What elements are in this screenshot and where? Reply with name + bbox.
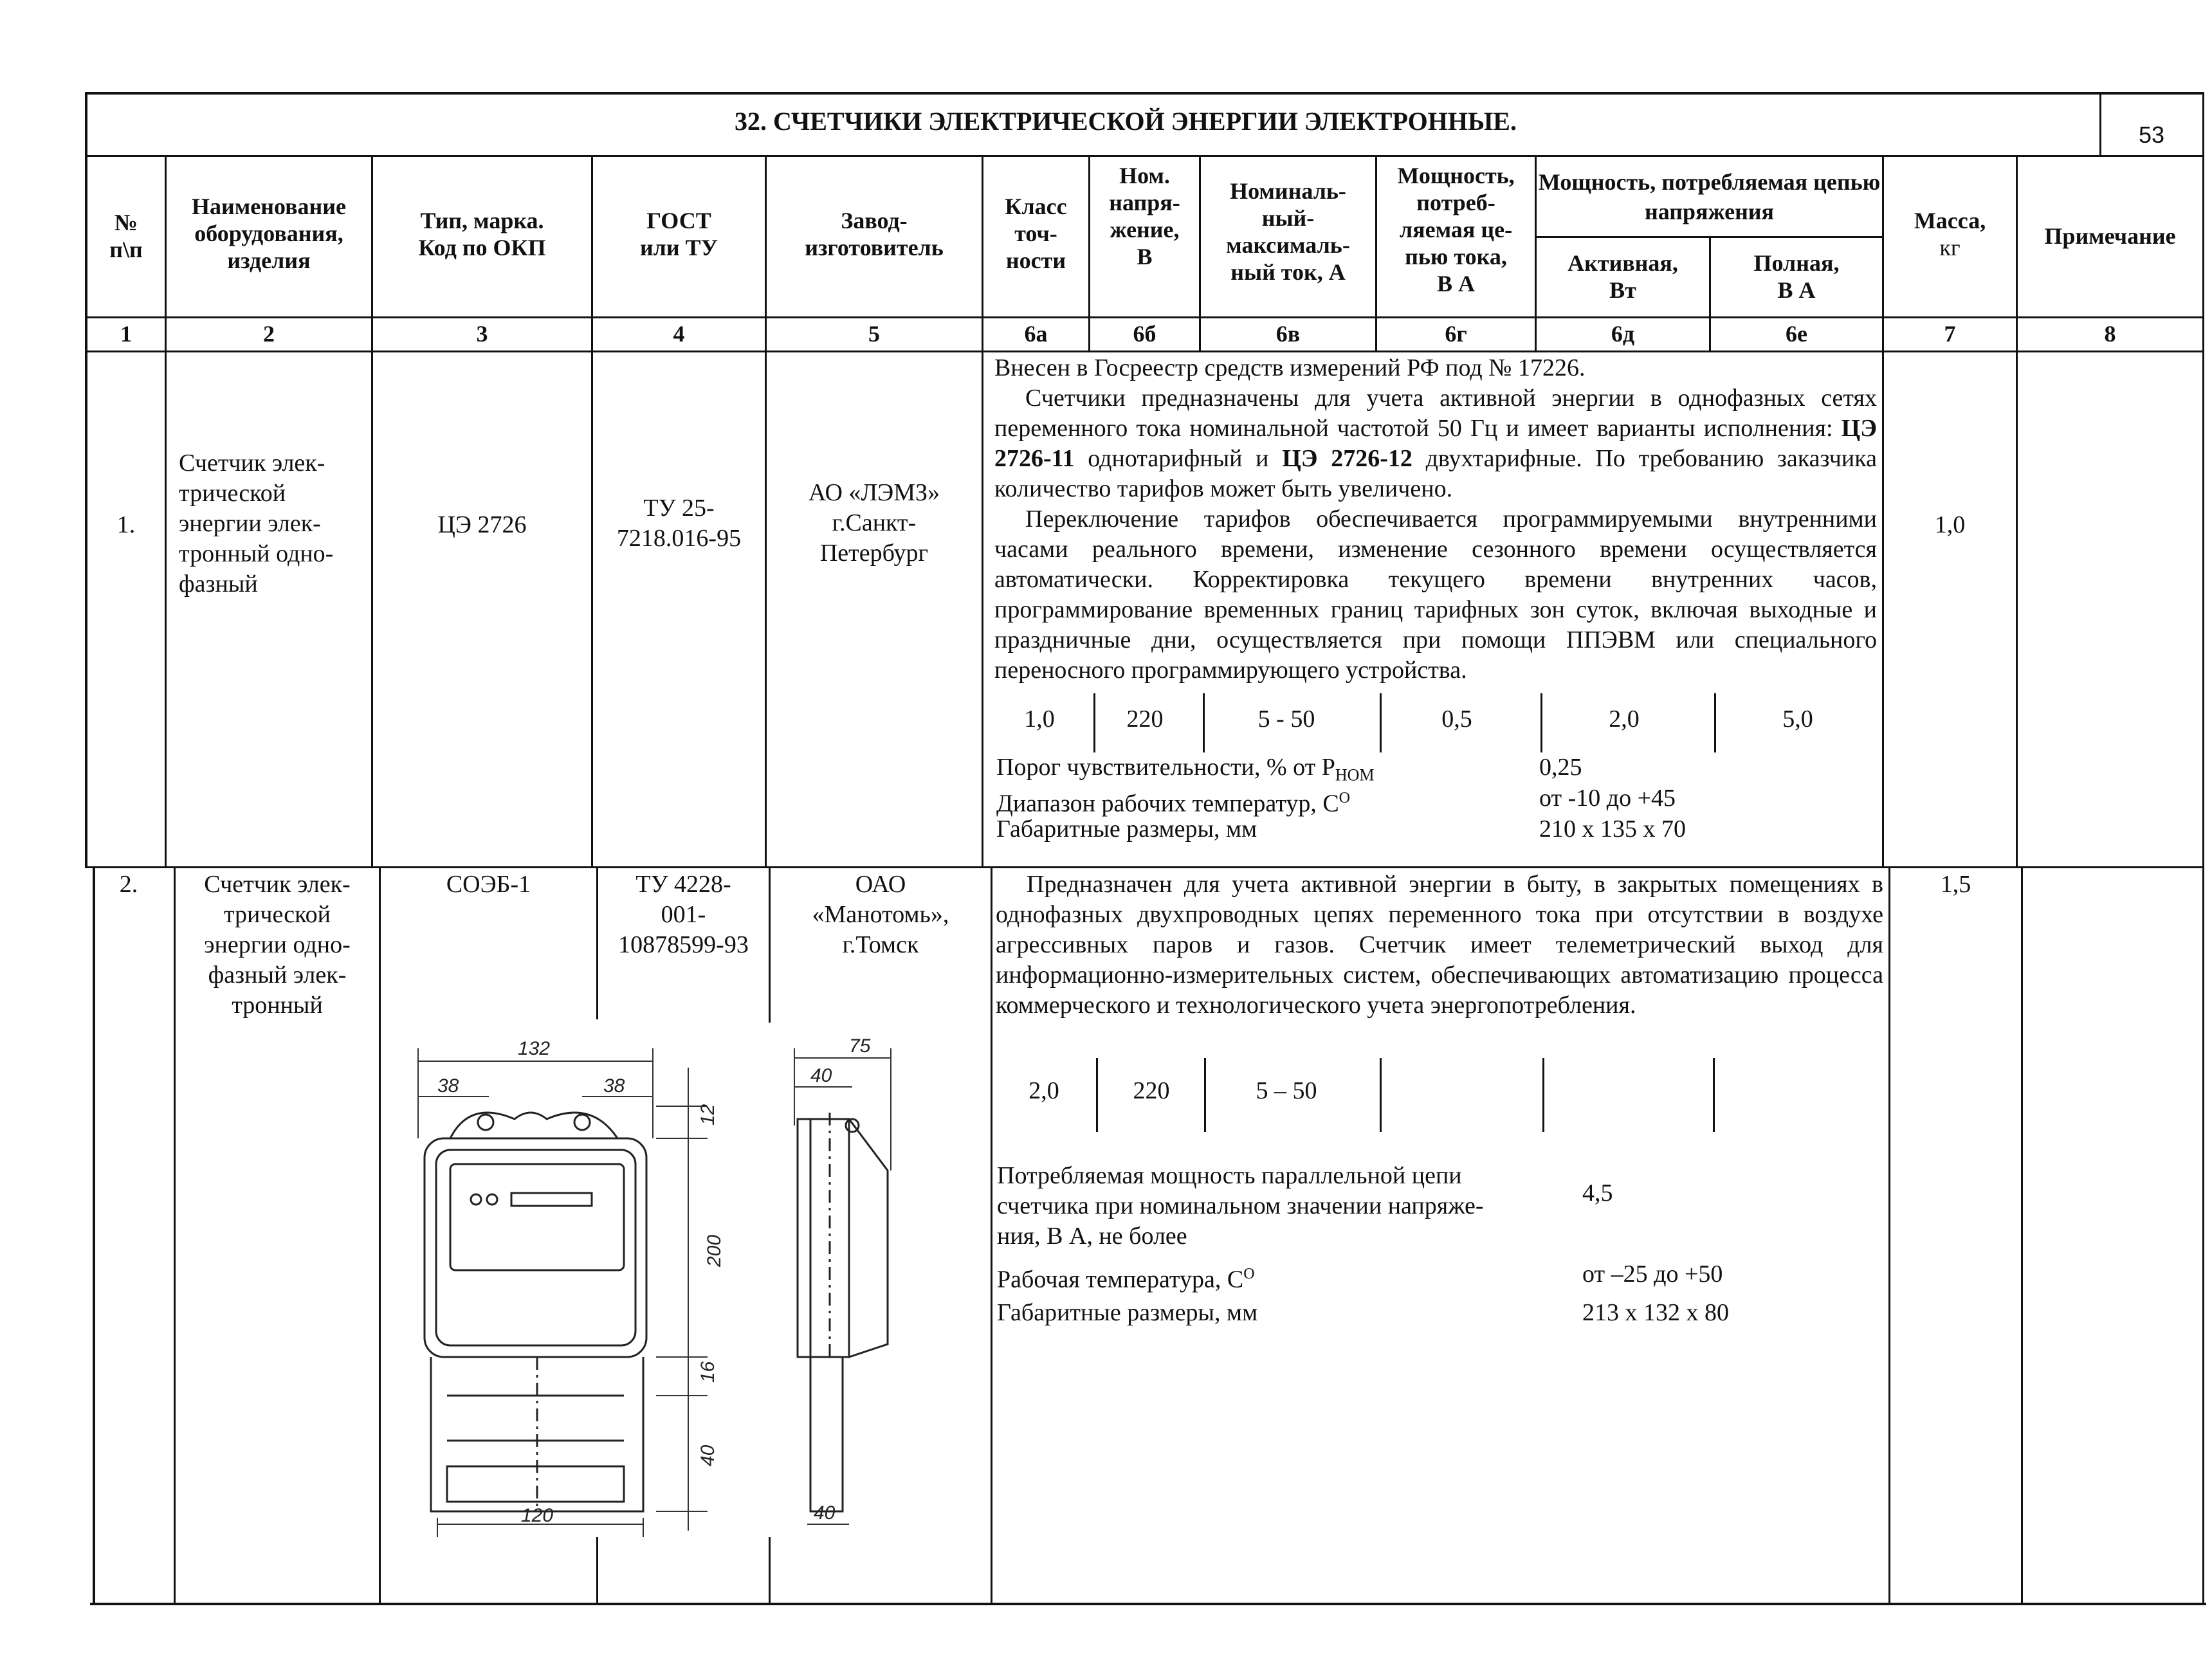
table-title: 32. СЧЕТЧИКИ ЭЛЕКТРИЧЕСКОЙ ЭНЕРГИИ ЭЛЕКТРОННЫЕ. (735, 107, 1517, 136)
row1-desc1: Счетчики предназначены для учета активной энергии в однофазных сетях переменного тока номинальной частотой 50 Гц и имеет варианты исполнения: ЦЭ 2726-11 однотарифный и ЦЭ 2726-12 двухтарифные. По требованию заказчика количество тарифов может быть увеличено. (994, 385, 1877, 502)
header-class: Класс точ- ности (1005, 194, 1067, 273)
colnum-8: 8 (2104, 321, 2116, 347)
header-name: Наименование оборудования, изделия (192, 194, 346, 273)
dim-12: 12 (697, 1104, 718, 1125)
colnum-6a: 6а (1024, 321, 1048, 347)
header-maker: Завод- изготовитель (805, 208, 944, 260)
colnum-6d: 6д (1611, 321, 1635, 347)
colnum-6g: 6г (1445, 321, 1467, 347)
dim-132: 132 (518, 1038, 551, 1059)
header-full: Полная, В А (1753, 250, 1840, 303)
header-active: Активная, Вт (1568, 250, 1678, 303)
colnum-6v: 6в (1275, 321, 1301, 347)
row1-val-cur-power: 0,5 (1441, 706, 1472, 733)
colnum-6b: 6б (1133, 321, 1156, 347)
row1-spec-temp-label: Диапазон рабочих температур, $С^O$ (996, 790, 1351, 817)
header-voltage: Ном. напря- жение, В (1109, 163, 1180, 269)
header-gost: ГОСТ или ТУ (639, 208, 718, 260)
row1-mass: 1,0 (1934, 511, 1966, 538)
row2-spec-dims-label: Габаритные размеры, мм (997, 1299, 1258, 1326)
row1-name: Счетчик элек- трической энергии элек- тронный одно- фазный (179, 450, 334, 597)
row1-maker: АО «ЛЭМЗ» г.Санкт- Петербург (808, 479, 940, 567)
row1-desc2: Переключение тарифов обеспечивается программируемыми внутренними часами реального времени, изменение сезонного времени осуществляется автоматически. Корректировка текущего времени внутренних часов, программирование временных границ тарифных зон суток, включая выходные и праздничные дни, осуществляется при помощи ППЭВМ или специального переносного программирующего устройства. (994, 506, 1877, 684)
row2-maker: ОАО «Манотомь», г.Томск (812, 871, 949, 958)
row1-val-voltage: 220 (1126, 706, 1164, 733)
header-mass: Масса, кг (1914, 208, 1986, 260)
colnum-4: 4 (673, 321, 685, 347)
row1-spec-dims-label: Габаритные размеры, мм (996, 815, 1257, 843)
dim-75: 75 (849, 1035, 871, 1057)
row2-spec-power-value: 4,5 (1582, 1180, 1613, 1207)
dim-120: 120 (521, 1505, 554, 1526)
row1-spec-dims-value: 210 х 135 х 70 (1539, 815, 1686, 843)
page-number: 53 (2138, 122, 2165, 148)
row1-registry: Внесен в Госреестр средств измерений РФ под № 17226. (994, 354, 1586, 381)
colnum-7: 7 (1944, 321, 1956, 347)
header-note: Примечание (2044, 223, 2176, 249)
colnum-2: 2 (263, 321, 275, 347)
header-num: № п\п (109, 210, 143, 262)
colnum-1: 1 (120, 321, 132, 347)
row2-name: Счетчик элек- трической энергии одно- фазный элек- тронный (204, 871, 351, 1019)
row1-spec-threshold-label: Порог чувствительности, % от $P_{НОМ}$ (996, 754, 1375, 785)
dim-200: 200 (704, 1234, 725, 1267)
row1-spec-temp-value: от -10 до +45 (1539, 785, 1676, 812)
header-current-power: Мощность, потреб- ляемая це- пью тока, В А (1397, 163, 1515, 296)
header-current: Номиналь- ный- максималь- ный ток, А (1226, 178, 1350, 285)
row2-num: 2. (119, 871, 138, 898)
row1-gost: ТУ 25- 7218.016-95 (616, 495, 742, 552)
row1-type: ЦЭ 2726 (437, 511, 527, 538)
row2-val-class: 2,0 (1028, 1077, 1059, 1104)
dim-40-bottom: 40 (814, 1502, 836, 1524)
row1-val-full: 5,0 (1782, 706, 1813, 733)
row2-mass: 1,5 (1940, 871, 1971, 898)
row1-val-current: 5 - 50 (1257, 706, 1315, 733)
meter-drawing (399, 1023, 991, 1537)
row2-val-voltage: 220 (1133, 1077, 1170, 1104)
row1-spec-threshold-value: 0,25 (1539, 754, 1582, 781)
row2-description: Предназначен для учета активной энергии в быту, в закрытых помещениях в однофазных двухпроводных цепях переменного тока при отсутствии в воздухе агрессивных паров и газов. Счетчик имеет телеметрический выход для информационно-измерительных систем, обеспечивающих автоматизацию процесса коммерческого и технологического учета энергопотребления. (996, 871, 1883, 1019)
dim-38b: 38 (603, 1075, 625, 1097)
dim-16: 16 (697, 1361, 718, 1383)
row1-val-active: 2,0 (1609, 706, 1640, 733)
row2-spec-power-label: Потребляемая мощность параллельной цепи счетчика при номинальном значении напряже- ния, В А, не более (997, 1162, 1484, 1250)
row2-val-current: 5 – 50 (1256, 1077, 1317, 1104)
row1-val-class: 1,0 (1024, 706, 1055, 733)
dim-40: 40 (697, 1444, 718, 1466)
header-voltage-power: Мощность, потребляемая цепью напряжения (1538, 169, 1881, 224)
row2-spec-dims-value: 213 х 132 х 80 (1582, 1299, 1729, 1326)
header-type: Тип, марка. Код по ОКП (418, 208, 546, 260)
row1-num: 1. (116, 511, 136, 538)
row2-spec-temp-label: Рабочая температура, $С^O$ (997, 1266, 1255, 1293)
dim-38a: 38 (437, 1075, 459, 1097)
row2-gost: ТУ 4228- 001- 10878599-93 (618, 871, 749, 958)
row2-type: СОЭБ-1 (446, 871, 531, 898)
row1-description (994, 353, 1877, 686)
row2-spec-temp-value: от –25 до +50 (1582, 1261, 1723, 1288)
colnum-5: 5 (868, 321, 880, 347)
colnum-3: 3 (476, 321, 488, 347)
colnum-6e: 6е (1786, 321, 1807, 347)
dim-40-side: 40 (810, 1065, 832, 1086)
